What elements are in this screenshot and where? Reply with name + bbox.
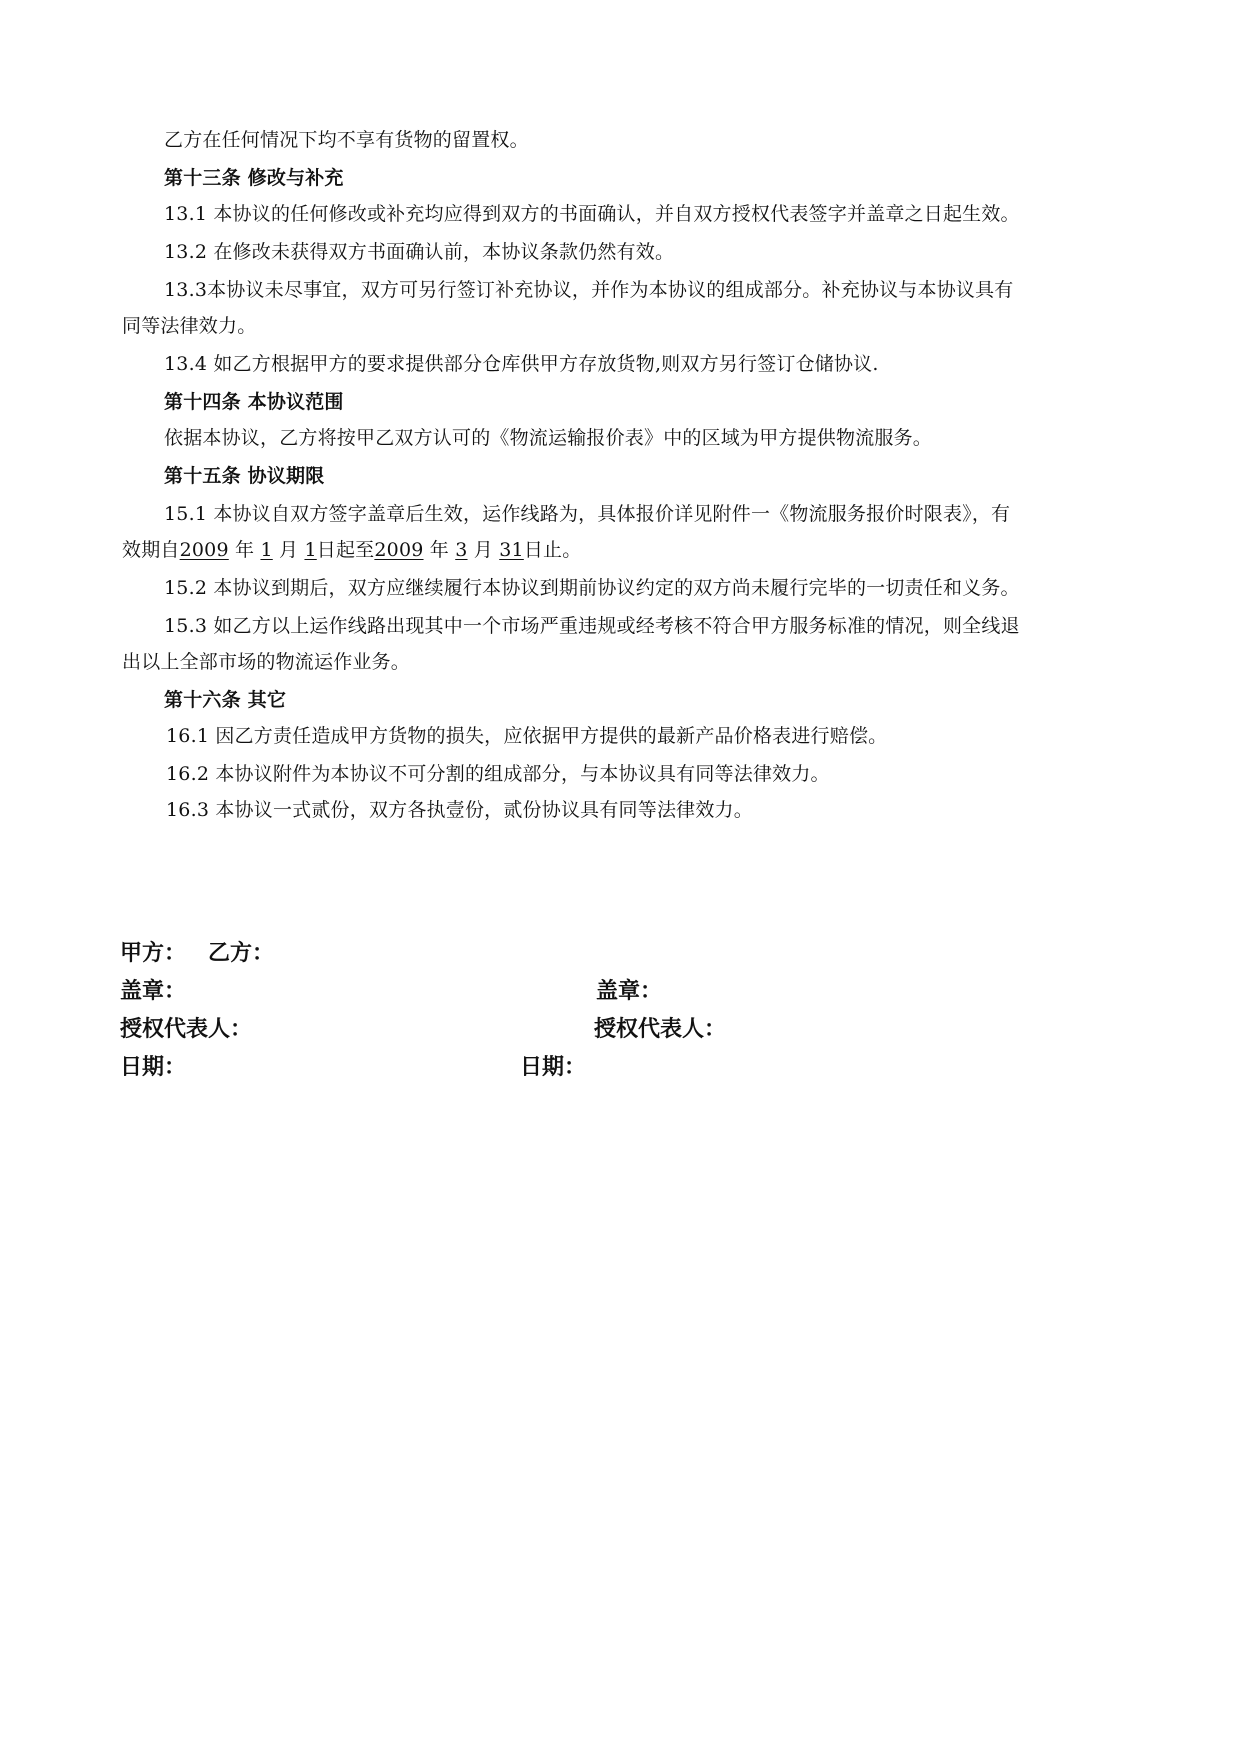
article-15-title: 第十五条 协议期限: [164, 465, 325, 487]
article-15-1-line2: [122, 538, 581, 562]
article-13-title: 第十三条 修改与补充: [164, 167, 344, 189]
article-14-1: 依据本协议，乙方将按甲乙双方认可的《物流运输报价表》中的区域为甲方提供物流服务。: [164, 427, 933, 449]
party-b-label: 乙方：: [208, 941, 275, 966]
article-13-1: 13.1 本协议的任何修改或补充均应得到双方的书面确认，并自双方授权代表签字并盖章之日起生效。: [164, 203, 1020, 225]
start-day: 1: [304, 539, 317, 561]
article-16-1: 16.1 因乙方责任造成甲方货物的损失，应依据甲方提供的最新产品价格表进行赔偿。: [166, 725, 888, 747]
seal-b-label: 盖章：: [596, 979, 663, 1004]
article-13-4: 13.4 如乙方根据甲方的要求提供部分仓库供甲方存放货物,则双方另行签订仓储协议.: [164, 353, 879, 375]
start-month: 1: [260, 539, 273, 561]
end-month-char: 月: [473, 539, 493, 561]
article-16-3: 16.3 本协议一式贰份，双方各执壹份，贰份协议具有同等法律效力。: [166, 799, 753, 821]
end-year: 2009: [374, 539, 424, 561]
article-13-2: 13.2 在修改未获得双方书面确认前，本协议条款仍然有效。: [164, 241, 675, 263]
month-char: 月: [279, 539, 299, 561]
validity-end: 日止。: [523, 539, 582, 561]
article-15-3-line1: 15.3 如乙方以上运作线路出现其中一个市场严重违规或经考核不符合甲方服务标准的情况，则全线退: [164, 615, 1020, 637]
rep-a-label: 授权代表人：: [120, 1017, 253, 1042]
article-13-3-line2: 同等法律效力。: [122, 315, 257, 337]
party-a-label: 甲方：: [120, 941, 187, 966]
article-16-2: 16.2 本协议附件为本协议不可分割的组成部分，与本协议具有同等法律效力。: [166, 763, 830, 785]
date-a-label: 日期：: [120, 1055, 187, 1080]
validity-prefix: 效期自: [122, 539, 180, 561]
seal-a-label: 盖章：: [120, 979, 187, 1004]
article-15-2: 15.2 本协议到期后，双方应继续履行本协议到期前协议约定的双方尚未履行完毕的一切责任和义务。: [164, 577, 1020, 599]
end-day: 31: [499, 539, 524, 561]
date-b-label: 日期：: [520, 1055, 587, 1080]
article-15-1-line1: 15.1 本协议自双方签字盖章后生效，运作线路为，具体报价详见附件一《物流服务报价时限表》，有: [164, 503, 1011, 525]
rep-b-label: 授权代表人：: [594, 1017, 727, 1042]
article-14-title: 第十四条 本协议范围: [164, 391, 344, 413]
retention-paragraph: 乙方在任何情况下均不享有货物的留置权。: [164, 129, 529, 151]
validity-mid: 日起至: [316, 539, 375, 561]
start-year: 2009: [179, 539, 229, 561]
end-month: 3: [455, 539, 468, 561]
article-13-3-line1: 13.3本协议未尽事宜，双方可另行签订补充协议，并作为本协议的组成部分。补充协议与本协议具有: [164, 279, 1014, 301]
article-15-3-line2: 出以上全部市场的物流运作业务。: [122, 651, 411, 673]
year-char: 年: [235, 539, 255, 561]
article-16-title: 第十六条 其它: [164, 689, 287, 711]
end-year-char: 年: [429, 539, 449, 561]
